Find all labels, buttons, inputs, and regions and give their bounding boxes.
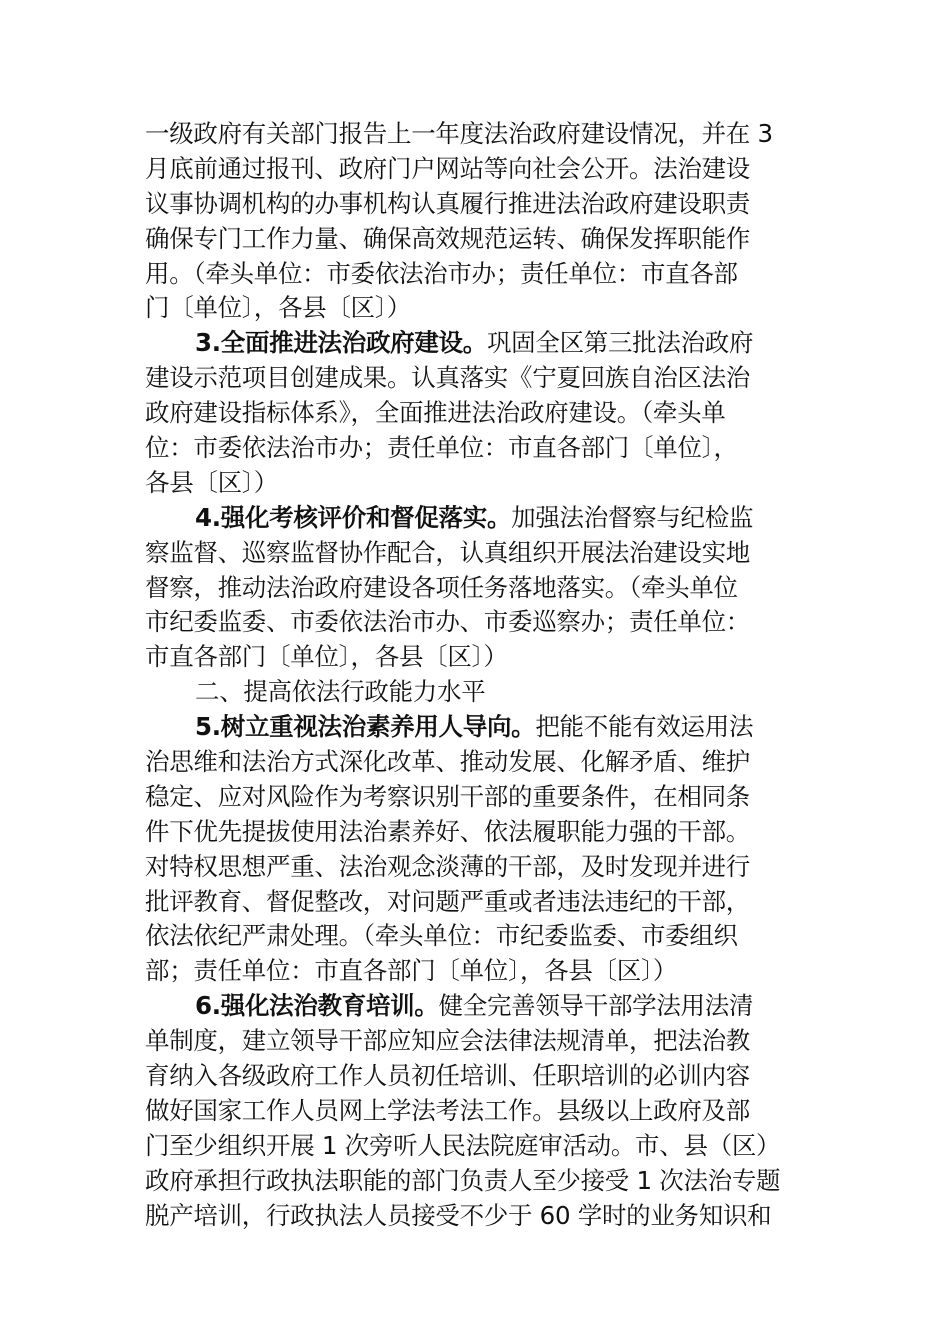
line-text: 门至少组织开展 1 次旁听人民法院庭审活动。市、县（区） xyxy=(145,1130,781,1160)
line-text: 把能不能有效运用法 xyxy=(535,712,754,742)
text-line xyxy=(145,152,810,187)
line-text: 议事协调机构的办事机构认真履行推进法治政府建设职责 xyxy=(145,188,750,218)
line-text: 治思维和法治方式深化改革、推动发展、化解矛盾、维护 xyxy=(145,747,750,777)
text-line xyxy=(145,919,810,954)
line-text: 健全完善领导干部学法用法清 xyxy=(438,991,754,1021)
text-line xyxy=(145,780,810,815)
line-text: 脱产培训，行政执法人员接受不少于 60 学时的业务知识和 xyxy=(145,1200,772,1230)
text-line xyxy=(145,187,810,222)
item-heading: 4.强化考核评价和督促落实。 xyxy=(195,502,512,532)
text-line xyxy=(145,396,810,431)
text-line xyxy=(145,954,810,989)
item-heading: 5.树立重视法治素养用人导向。 xyxy=(195,712,536,742)
line-text: 依法依纪严肃处理。（牵头单位：市纪委监委、市委组织 xyxy=(145,921,738,951)
line-text: 市纪委监委、市委依法治市办、市委巡察办；责任单位： xyxy=(145,607,750,637)
text-line xyxy=(145,710,810,745)
text-line xyxy=(145,1164,810,1199)
line-text: 政府建设指标体系》，全面推进法治政府建设。（牵头单 xyxy=(145,398,726,428)
line-text: 市直各部门〔单位〕，各县〔区〕） xyxy=(145,642,508,672)
text-line xyxy=(145,1024,810,1059)
line-text: 察监督、巡察监督协作配合，认真组织开展法治建设实地 xyxy=(145,537,750,567)
text-line xyxy=(145,640,810,675)
text-line xyxy=(145,850,810,885)
line-text: 部；责任单位：市直各部门〔单位〕，各县〔区〕） xyxy=(145,956,678,986)
text-line xyxy=(145,291,810,326)
text-line xyxy=(145,466,810,501)
line-text: 建设示范项目创建成果。认真落实《宁夏回族自治区法治 xyxy=(145,363,750,393)
line-text: 加强法治督察与纪检监 xyxy=(511,502,754,532)
text-line xyxy=(145,989,810,1024)
text-line xyxy=(145,885,810,920)
line-text: 督察，推动法治政府建设各项任务落地落实。（牵头单位 xyxy=(145,572,738,602)
item-heading: 3.全面推进法治政府建设。 xyxy=(195,328,487,358)
text-line xyxy=(145,815,810,850)
text-line xyxy=(145,431,810,466)
text-line xyxy=(145,745,810,780)
text-line xyxy=(145,1129,810,1164)
line-text: 一级政府有关部门报告上一年度法治政府建设情况，并在 3 xyxy=(145,119,773,148)
text-line xyxy=(145,1199,810,1234)
line-text: 位：市委依法治市办；责任单位：市直各部门〔单位〕， xyxy=(145,433,738,463)
line-text: 育纳入各级政府工作人员初任培训、任职培训的必训内容 xyxy=(145,1061,750,1091)
line-text: 单制度，建立领导干部应知应会法律法规清单，把法治教 xyxy=(145,1026,750,1056)
text-line xyxy=(145,501,810,536)
text-line xyxy=(145,536,810,571)
line-text: 政府承担行政执法职能的部门负责人至少接受 1 次法治专题 xyxy=(145,1165,781,1195)
line-text: 用。（牵头单位：市委依法治市办；责任单位：市直各部 xyxy=(145,258,738,288)
text-line xyxy=(145,361,810,396)
text-line xyxy=(145,605,810,640)
document-page xyxy=(145,117,810,1234)
line-text: 门〔单位〕，各县〔区〕） xyxy=(145,293,411,323)
line-text: 各县〔区〕） xyxy=(145,467,278,497)
line-text: 月底前通过报刊、政府门户网站等向社会公开。法治建设 xyxy=(145,153,750,183)
item-heading: 6.强化法治教育培训。 xyxy=(195,991,439,1021)
line-text: 二、提高依法行政能力水平 xyxy=(195,677,486,707)
text-line xyxy=(145,222,810,257)
text-line xyxy=(145,257,810,292)
text-line xyxy=(145,1059,810,1094)
line-text: 做好国家工作人员网上学法考法工作。县级以上政府及部 xyxy=(145,1095,750,1125)
text-line xyxy=(145,675,810,710)
line-text: 件下优先提拔使用法治素养好、依法履职能力强的干部。 xyxy=(145,816,750,846)
line-text: 确保专门工作力量、确保高效规范运转、确保发挥职能作 xyxy=(145,223,750,253)
line-text: 巩固全区第三批法治政府 xyxy=(486,328,754,358)
text-line xyxy=(145,571,810,606)
text-line xyxy=(145,117,810,152)
line-text: 对特权思想严重、法治观念淡薄的干部，及时发现并进行 xyxy=(145,851,750,881)
text-line xyxy=(145,1094,810,1129)
text-line xyxy=(145,326,810,361)
line-text: 批评教育、督促整改，对问题严重或者违法违纪的干部， xyxy=(145,886,750,916)
line-text: 稳定、应对风险作为考察识别干部的重要条件，在相同条 xyxy=(145,781,750,811)
